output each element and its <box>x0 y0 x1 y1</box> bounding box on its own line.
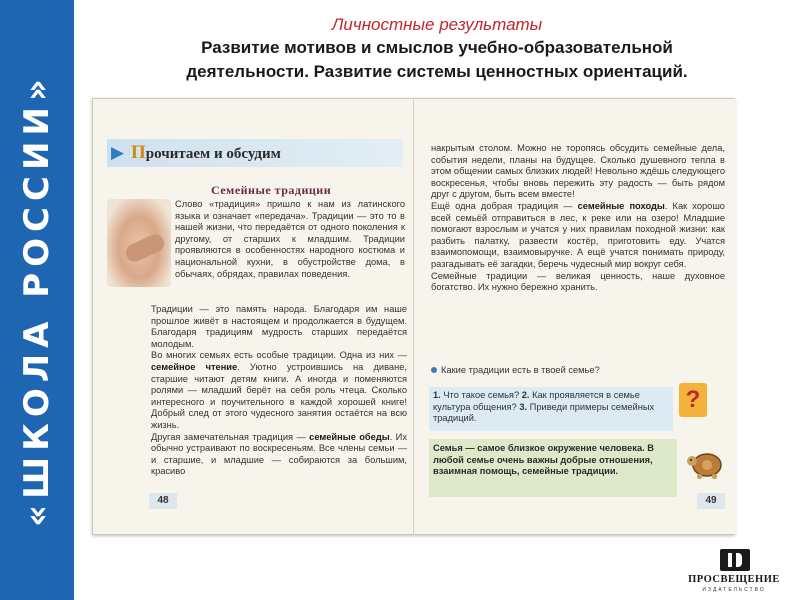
publisher-logo <box>682 549 786 597</box>
task-number: 1. <box>433 390 441 400</box>
page-number-right: 49 <box>697 493 725 509</box>
paragraph <box>151 350 407 431</box>
task-text: Что такое семья? <box>440 390 522 400</box>
slide-subtitle: Личностные результаты <box>331 15 543 34</box>
publisher-name: ПРОСВЕЩЕНИЕ <box>688 574 780 585</box>
textbook-spread <box>92 98 735 535</box>
bold-term: семейные походы <box>577 200 665 211</box>
page-left <box>93 99 414 534</box>
sidebar-band <box>0 0 74 600</box>
turtle-icon <box>685 445 727 481</box>
right-body-text <box>431 143 725 294</box>
text-run: Ещё одна добрая традиция — <box>431 200 573 211</box>
paragraph <box>151 432 407 478</box>
bold-term: семейное чтение <box>151 361 238 372</box>
tasks-box <box>429 387 673 431</box>
sidebar-title: «ШКОЛА РОССИИ» <box>17 73 57 527</box>
page-right <box>415 99 736 534</box>
text-run: . Их обычно устраивают по воскресеньям. Все члены семьи — и старшие, и младшие — собираются за большим, красиво <box>151 431 407 477</box>
text-run: Во многих семьях есть особые традиции. Одна из них — <box>151 350 407 361</box>
task-number: 3. <box>519 401 528 412</box>
publisher-tagline: ИЗДАТЕЛЬСТВО <box>702 587 766 593</box>
hands-photo <box>107 199 171 287</box>
slide-title-line-2: деятельности. Развитие системы ценностных ориентаций. <box>186 62 688 81</box>
left-body-text <box>151 304 407 478</box>
paragraph: Традиции — это память народа. Благодаря им наше прошлое живёт в настоящем и продолжается в будущем. Благодаря традициям мудрость старших передаётся молодым. <box>151 304 407 349</box>
section-banner <box>107 139 403 167</box>
question-mark-icon: ? <box>679 383 707 417</box>
arrow-right-icon: ▶ <box>111 143 125 162</box>
banner-label: Прочитаем и обсудим <box>131 142 281 163</box>
paragraph: Семейные традиции — великая ценность, наше духовное богатство. Их нужно бережно хранить. <box>431 270 725 293</box>
slide-header <box>74 14 800 84</box>
key-idea-box: Семья — самое близкое окружение человека. В любой семье очень важны добрые отношения, взаимная помощь, семейные традиции. <box>429 439 677 497</box>
story-title: Семейные традиции <box>211 183 332 197</box>
paragraph <box>431 201 725 271</box>
text-run: Другая замечательная традиция — <box>151 431 306 442</box>
page-number-left: 48 <box>149 493 177 509</box>
intro-paragraph: Слово «традиция» пришло к нам из латинского языка и означает «передача». Традиции — это то в нашей жизни, что передаётся от одного поколения к другому, от старших к младшим. Традиции проявляются в особенностях народного костюма и национальной кухни, в обустройстве дома, в обычаях, обрядах, правилах поведения. <box>175 199 405 279</box>
task-text: Как проявляется в семье культура общения? <box>433 390 640 412</box>
bold-term: семейные обеды <box>309 431 390 442</box>
text-run: . Как хорошо всей семьёй отправиться в лес, к реке или на озеро! Младшие помогают взрослым и учатся у них правилам походной жизни: как разбить палатку, развести костёр, приготовить еду. Учатся взаимопомощи, взаимовыручке. А ещё учатся понимать природу, разгадывать её загадки, беречь чудесный мир вокруг себя. <box>431 200 725 269</box>
task-number: 2. <box>521 390 530 400</box>
slide-title-line-1: Развитие мотивов и смыслов учебно-образовательной <box>201 38 673 57</box>
question-text: Какие традиции есть в твоей семье? <box>441 365 600 375</box>
publisher-emblem-icon <box>720 549 750 571</box>
task-text: Приведи примеры семейных традиций. <box>433 401 655 424</box>
text-run: . Уютно устроившись на диване, старшие читают детям книги. А иногда и поменяются ролями — младший берёт на себя роль чтеца. Сколько интересного и поучительного в каждой хорошей книге! Добрый след от этого чудесного занятия остаётся на всю жизнь. <box>151 361 407 430</box>
paragraph: накрытым столом. Можно не торопясь обсудить семейные дела, события недели, планы на будущее. Сколько душевного тепла в этом общении самых близких людей! Невольно ждёшь следующего воскресенья, чтобы вновь пережить эту радость — быть рядом друг с другом, быть всем вместе! <box>431 143 725 200</box>
discussion-question <box>431 365 721 375</box>
bullet-icon <box>431 367 437 373</box>
